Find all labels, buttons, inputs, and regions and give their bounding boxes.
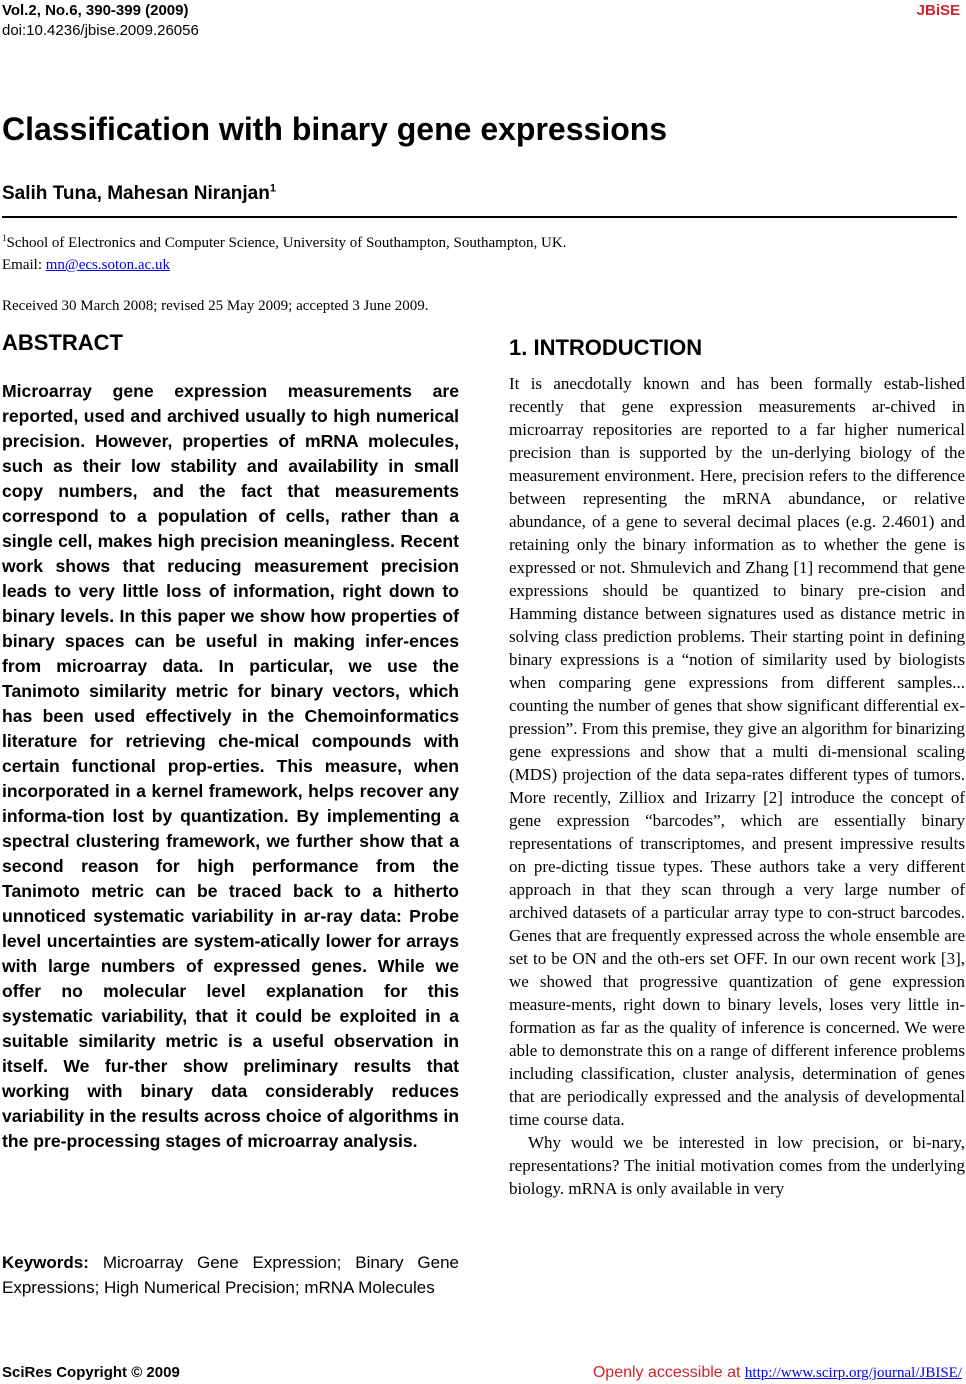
- introduction-paragraph-2: Why would we be interested in low precision, or bi-nary, representations? The initial motivation comes from the underlying biology. mRNA is only available in very: [509, 1133, 965, 1198]
- authors: Salih Tuna, Mahesan Niranjan: [2, 183, 270, 204]
- journal-name: JBiSE: [916, 2, 960, 19]
- email-link[interactable]: mn@ecs.soton.ac.uk: [45, 257, 170, 273]
- introduction-body: [509, 372, 965, 1200]
- introduction-heading: 1. INTRODUCTION: [509, 335, 703, 360]
- received-dates: Received 30 March 2008; revised 25 May 2009; accepted 3 June 2009.: [2, 298, 429, 314]
- paper-title: Classification with binary gene expressions: [2, 111, 668, 147]
- open-access-label: Openly accessible at: [592, 1364, 745, 1381]
- affiliation-superscript: 1: [2, 233, 7, 243]
- running-header: [2, 1, 199, 41]
- keywords-text: Microarray Gene Expression; Binary Gene Expressions; High Numerical Precision; mRNA Molecules: [2, 1253, 459, 1297]
- doi: doi:10.4236/jbise.2009.26056: [2, 22, 199, 39]
- keywords-label: Keywords:: [2, 1253, 89, 1272]
- affiliation: School of Electronics and Computer Science, University of Southampton, Southampton, UK.: [6, 235, 567, 251]
- email-line: [2, 255, 170, 275]
- affiliation-line: [2, 233, 566, 253]
- journal-url-link[interactable]: http://www.scirp.org/journal/JBISE/: [744, 1365, 962, 1381]
- email-label: Email:: [2, 257, 46, 273]
- introduction-paragraph-1: It is anecdotally known and has been formally estab-lished recently that gene expression measurements ar-chived in microarray repositories are reported to a far higher numerical precision than is supported by the un-derlying biology of the measurement environment. Here, precision refers to the difference between representing the mRNA abundance, or relative abundance, of a gene to several decimal places (e.g. 2.4601) and retaining only the binary information as to whether the gene is expressed or not. Shmulevich and Zhang [1] recommend that gene expressions should be quantized to binary pre-cision and Hamming distance between signatures used as distance metric in solving class prediction problems. Their starting point in defining binary expressions is a “notion of similarity used by biologists when comparing gene expressions from different samples... counting the number of genes that show significant differential ex-pression”. From this premise, they give an algorithm for binarizing gene expressions and show that a multi di-mensional scaling (MDS) projection of the data sepa-rates different types of tumors. More recently, Zilliox and Irizarry [2] introduce the concept of gene expression “barcodes”, which are essentially binary representations of transcriptomes, and present impressive results on pre-dicting tissue types. These authors take a very different approach in that they scan through a very large number of archived datasets of a particular array type to con-struct barcodes. Genes that are frequently expressed across the whole ensemble are set to be ON and the oth-ers set OFF. In our own recent work [3], we showed that progressive quantization of gene expression measure-ments, right down to binary levels, loses very little in-formation as far as the quality of inference is concerned. We were able to demonstrate this on a range of different inference problems including classification, cluster analysis, determination of genes that are periodically expressed and the analysis of developmental time course data.: [509, 374, 965, 1129]
- footer-copyright: SciRes Copyright © 2009: [2, 1364, 180, 1381]
- keywords: [2, 1251, 459, 1300]
- author-superscript: 1: [269, 182, 276, 195]
- abstract-heading: ABSTRACT: [2, 330, 123, 355]
- volume-info: Vol.2, No.6, 390-399 (2009): [2, 2, 189, 19]
- abstract-text: Microarray gene expression measurements are reported, used and archived usually to high numerical precision. However, properties of mRNA molecules, such as their low stability and availability in small copy numbers, and the fact that measurements correspond to a population of cells, rather than a single cell, makes high precision meaningless. Recent work shows that reducing measurement precision leads to very little loss of information, right down to binary levels. In this paper we show how properties of binary spaces can be useful in making infer-ences from microarray data. In particular, we use the Tanimoto similarity metric for binary vectors, which has been used effectively in the Chemoinformatics literature for retrieving che-mical compounds with certain functional prop-erties. This measure, when incorporated in a kernel framework, helps recover any informa-tion lost by quantization. By implementing a spectral clustering framework, we further show that a second reason for high performance from the Tanimoto metric can be traced back to a hitherto unnoticed systematic variability in ar-ray data: Probe level uncertainties are system-atically lower for arrays with large numbers of expressed genes. While we offer no molecular level explanation for this systematic variability, that it could be exploited in a suitable similarity metric is a useful observation in itself. We fur-ther show preliminary results that working with binary data considerably reduces variability in the results across choice of algorithms in the pre-processing stages of microarray analysis.: [2, 381, 459, 1151]
- title-rule: [2, 216, 957, 218]
- footer-access: [593, 1363, 962, 1383]
- author-line: [2, 181, 276, 207]
